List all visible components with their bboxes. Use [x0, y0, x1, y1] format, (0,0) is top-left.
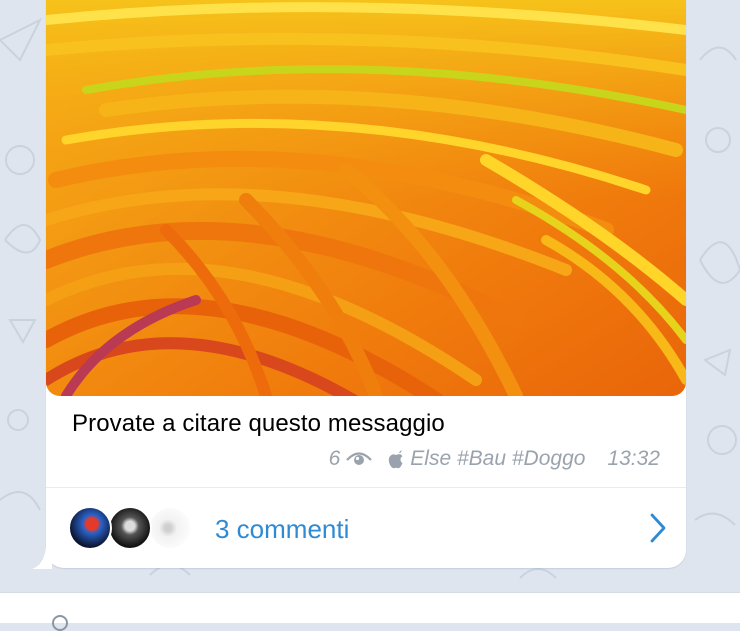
post-photo[interactable]	[46, 0, 686, 396]
post-time: 13:32	[607, 447, 660, 470]
channel-post-bubble[interactable]	[46, 0, 686, 568]
avatar	[148, 506, 192, 550]
apple-icon	[388, 450, 404, 469]
attach-icon[interactable]	[52, 615, 68, 631]
avatar	[68, 506, 112, 550]
view-count: 6	[328, 447, 341, 470]
post-caption: Provate a citare questo messaggio	[72, 410, 445, 437]
eye-icon	[346, 450, 372, 468]
post-author: Else #Bau #Doggo	[410, 447, 586, 470]
comments-link[interactable]: 3 commenti	[215, 514, 350, 544]
chevron-right-icon[interactable]	[648, 512, 668, 544]
post-meta	[329, 446, 660, 472]
input-bar	[0, 592, 740, 623]
avatar	[108, 506, 152, 550]
comments-row[interactable]	[46, 488, 686, 568]
